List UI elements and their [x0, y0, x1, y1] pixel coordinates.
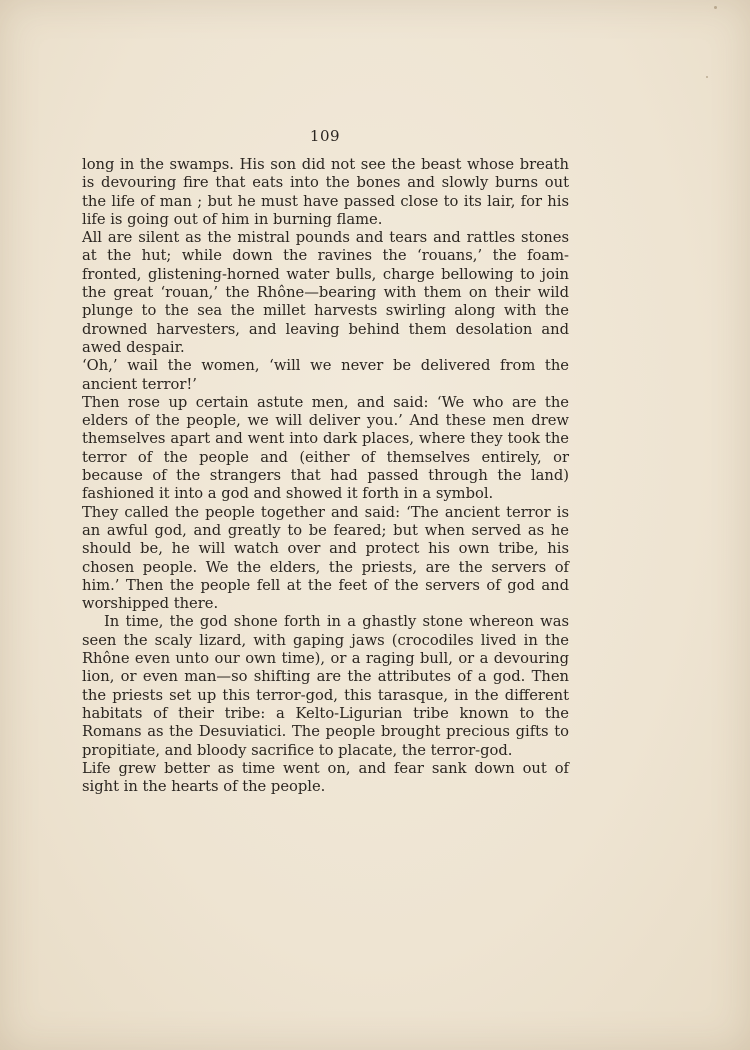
paragraph-3: ‘Oh,’ wail the women, ‘will we never be delivered from the ancient terror!’ [82, 357, 569, 393]
body-text [82, 156, 569, 796]
paragraph-2: All are silent as the mistral pounds and tears and rattles stones at the hut; while down the ravines the ‘rouans,’ the foam-fronted, glistening-horned water bulls, charge bellowing to join the great ‘rouan,’ the Rhône—bearing with them on their wild plunge to the sea the millet harvests swirling along with the drowned harvesters, and leaving behind them desolation and awed despair. [82, 229, 569, 356]
paper-speck [706, 76, 708, 78]
paragraph-4: Then rose up certain astute men, and said: ‘We who are the elders of the people, we will deliver you.’ And these men drew themselves apart and went into dark places, where they took the terror of the people and (either of themselves entirely, or because of the strangers that had passed through the land) fashioned it into a god and showed it forth in a symbol. [82, 393, 569, 503]
paper-speck [714, 6, 717, 9]
paragraph-7: Life grew better as time went on, and fear sank down out of sight in the hearts of the people. [82, 759, 569, 796]
paragraph-1: long in the swamps. His son did not see the beast whose breath is devouring fire that eats into the bones and slowly burns out the life of man ; but he must have passed close to its lair, for his life is going out of him in burning flame. [82, 156, 569, 228]
page-number: 109 [309, 127, 341, 145]
paragraph-5: They called the people together and said: ‘The ancient terror is an awful god, and greatly to be feared; but when served as he should be, he will watch over and protect his own tribe, his chosen people. We the elders, the priests, are the servers of him.’ Then the people fell at the feet of the servers of god and worshipped there. [82, 503, 569, 613]
paragraph-6: In time, the god shone forth in a ghastly stone whereon was seen the scaly lizard, with gaping jaws (crocodiles lived in the Rhône even unto our own time), or a raging bull, or a devouring lion, or even man—so shifting are the attributes of a god. Then the priests set up this terror-god, this tarasque, in the different habitats of their tribe: a Kelto-Ligurian tribe known to the Romans as the Desuviatici. The people brought precious gifts to propitiate, and bloody sacrifice to placate, the terror-god. [82, 613, 569, 759]
